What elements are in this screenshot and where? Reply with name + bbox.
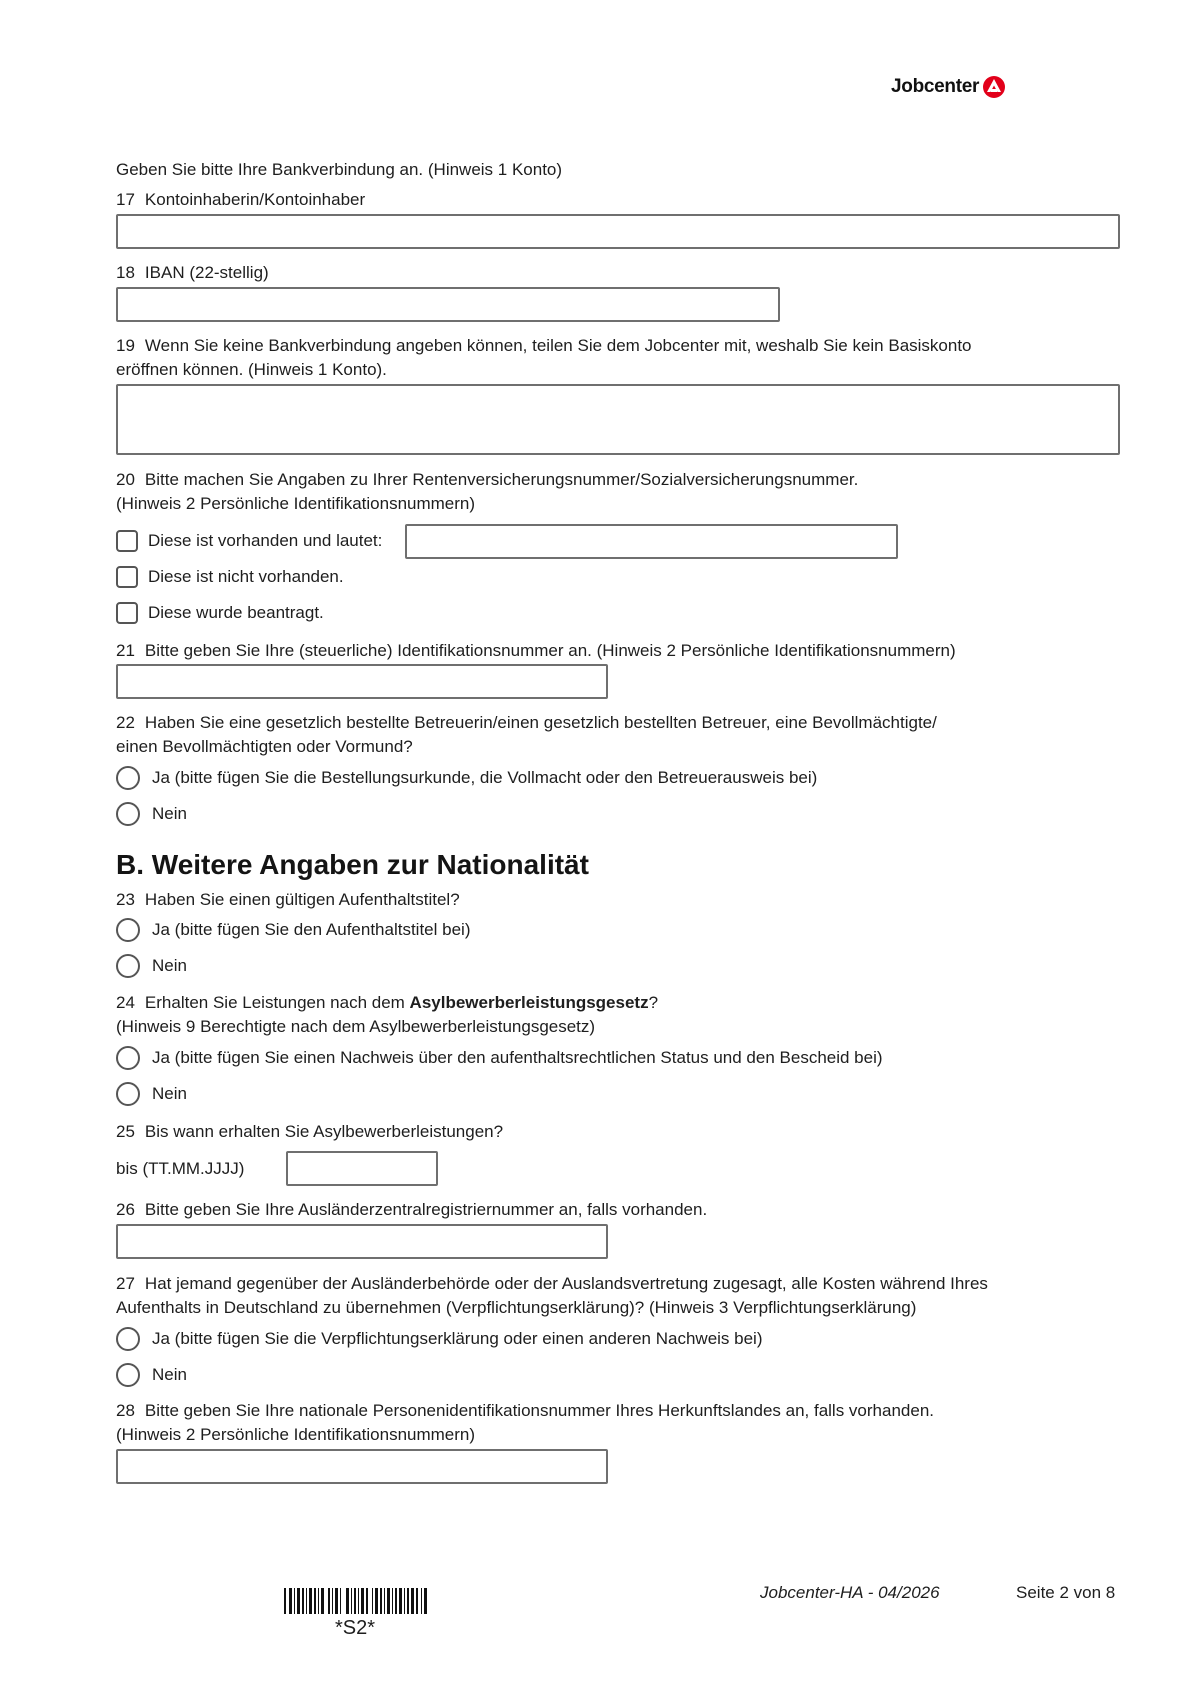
q20-option-vorhanden-label: Diese ist vorhanden und lautet: (148, 531, 383, 550)
jobcenter-logo (891, 74, 1006, 100)
tax-id-input[interactable] (116, 664, 608, 699)
q19-line2: eröffnen können. (Hinweis 1 Konto). (116, 360, 387, 379)
q27-text: Hat jemand gegenüber der Ausländerbehörde oder der Auslandsvertretung zugesagt, alle Kosten während Ihres (144, 1274, 988, 1293)
q27-ja-radio[interactable] (116, 1327, 140, 1351)
iban-input[interactable] (116, 287, 780, 322)
q19-line1 (116, 335, 972, 357)
q27-nein-radio[interactable] (116, 1363, 140, 1387)
q20-line2: (Hinweis 2 Persönliche Identifikationsnummern) (116, 494, 476, 513)
page-number: Seite 2 von 8 (1016, 1583, 1116, 1602)
q23-text: Haben Sie einen gültigen Aufenthaltstitel? (144, 890, 460, 909)
q17-text: Kontoinhaberin/Kontoinhaber (144, 190, 366, 209)
barcode-text: *S2* (335, 1617, 376, 1639)
q28-number: 28 (116, 1401, 135, 1420)
q23-number: 23 (116, 890, 135, 909)
q20-option-nicht-vorhanden-label: Diese ist nicht vorhanden. (148, 567, 344, 586)
azr-number-input[interactable] (116, 1224, 608, 1259)
q25-number: 25 (116, 1122, 135, 1141)
bank-intro: Geben Sie bitte Ihre Bankverbindung an. (Hinweis 1 Konto) (116, 160, 563, 179)
q18-label (116, 262, 269, 284)
q23-ja-radio[interactable] (116, 918, 140, 942)
q24-text-bold: Asylbewerberleistungsgesetz (409, 993, 649, 1012)
q21-label (116, 640, 956, 662)
q24-ja-label: Ja (bitte fügen Sie einen Nachweis über den aufenthaltsrechtlichen Status und den Bescheid bei) (152, 1048, 883, 1067)
q24-line1 (116, 992, 658, 1014)
account-holder-input[interactable] (116, 214, 1120, 249)
q28-line1 (116, 1400, 934, 1422)
q24-ja-radio[interactable] (116, 1046, 140, 1070)
q27-line1 (116, 1273, 988, 1295)
q22-ja-label: Ja (bitte fügen Sie die Bestellungsurkunde, die Vollmacht oder den Betreuerausweis bei) (152, 768, 818, 787)
q21-text: Bitte geben Sie Ihre (steuerliche) Identifikationsnummer an. (Hinweis 2 Persönliche Identifikationsnummern) (144, 641, 956, 660)
q25-label (116, 1121, 503, 1143)
q23-label (116, 889, 460, 911)
q24-nein-label: Nein (152, 1084, 187, 1103)
q20-line1 (116, 469, 858, 491)
q19-number: 19 (116, 336, 135, 355)
q26-text: Bitte geben Sie Ihre Ausländerzentralregistriernummer an, falls vorhanden. (144, 1200, 708, 1219)
q23-ja-label: Ja (bitte fügen Sie den Aufenthaltstitel bei) (152, 920, 471, 939)
q27-line2: Aufenthalts in Deutschland zu übernehmen (Verpflichtungserklärung)? (Hinweis 3 Verpflichtungserklärung) (116, 1298, 917, 1317)
q22-line1 (116, 712, 937, 734)
logo-text: Jobcenter (891, 76, 980, 97)
q20-option-beantragt-checkbox[interactable] (116, 602, 138, 624)
q20-option-beantragt-label: Diese wurde beantragt. (148, 603, 324, 622)
rv-number-input[interactable] (405, 524, 898, 559)
q27-nein-label: Nein (152, 1365, 187, 1384)
q18-text: IBAN (22-stellig) (144, 263, 269, 282)
q22-nein-label: Nein (152, 804, 187, 823)
q24-number: 24 (116, 993, 135, 1012)
q24-line2: (Hinweis 9 Berechtigte nach dem Asylbewerberleistungsgesetz) (116, 1017, 596, 1036)
no-bank-reason-textarea[interactable] (116, 384, 1120, 455)
q25-text: Bis wann erhalten Sie Asylbewerberleistungen? (144, 1122, 504, 1141)
q26-label (116, 1199, 707, 1221)
q27-number: 27 (116, 1274, 135, 1293)
q22-number: 22 (116, 713, 135, 732)
q17-number: 17 (116, 190, 135, 209)
q27-ja-label: Ja (bitte fügen Sie die Verpflichtungserklärung oder einen anderen Nachweis bei) (152, 1329, 763, 1348)
q24-text-pre: Erhalten Sie Leistungen nach dem (144, 993, 410, 1012)
q19-text: Wenn Sie keine Bankverbindung angeben können, teilen Sie dem Jobcenter mit, weshalb Sie kein Basiskonto (144, 336, 972, 355)
q21-number: 21 (116, 641, 135, 660)
q22-text: Haben Sie eine gesetzlich bestellte Betreuerin/einen gesetzlich bestellten Betreuer, eine Bevollmächtigte/ (144, 713, 937, 732)
q18-number: 18 (116, 263, 135, 282)
q26-number: 26 (116, 1200, 135, 1219)
q22-line2: einen Bevollmächtigten oder Vormund? (116, 737, 413, 756)
q24-text-post: ? (648, 993, 659, 1012)
asyl-end-date-input[interactable] (286, 1151, 438, 1186)
q23-nein-label: Nein (152, 956, 187, 975)
q20-text: Bitte machen Sie Angaben zu Ihrer Rentenversicherungsnummer/Sozialversicherungsnummer. (144, 470, 859, 489)
q23-nein-radio[interactable] (116, 954, 140, 978)
q28-line2: (Hinweis 2 Persönliche Identifikationsnummern) (116, 1425, 476, 1444)
q20-option-vorhanden-checkbox[interactable] (116, 530, 138, 552)
q24-nein-radio[interactable] (116, 1082, 140, 1106)
section-b-title: B. Weitere Angaben zur Nationalität (116, 849, 589, 880)
form-id: Jobcenter-HA - 04/2026 (760, 1583, 940, 1602)
q28-text: Bitte geben Sie Ihre nationale Personenidentifikationsnummer Ihres Herkunftslandes an, falls vorhanden. (144, 1401, 935, 1420)
national-id-input[interactable] (116, 1449, 608, 1484)
jobcenter-logo-icon (982, 75, 1006, 99)
q17-label (116, 189, 365, 211)
q22-ja-radio[interactable] (116, 766, 140, 790)
q25-date-label: bis (TT.MM.JJJJ) (116, 1159, 245, 1178)
q22-nein-radio[interactable] (116, 802, 140, 826)
barcode-graphic (284, 1588, 428, 1614)
q20-number: 20 (116, 470, 135, 489)
q20-option-nicht-vorhanden-checkbox[interactable] (116, 566, 138, 588)
